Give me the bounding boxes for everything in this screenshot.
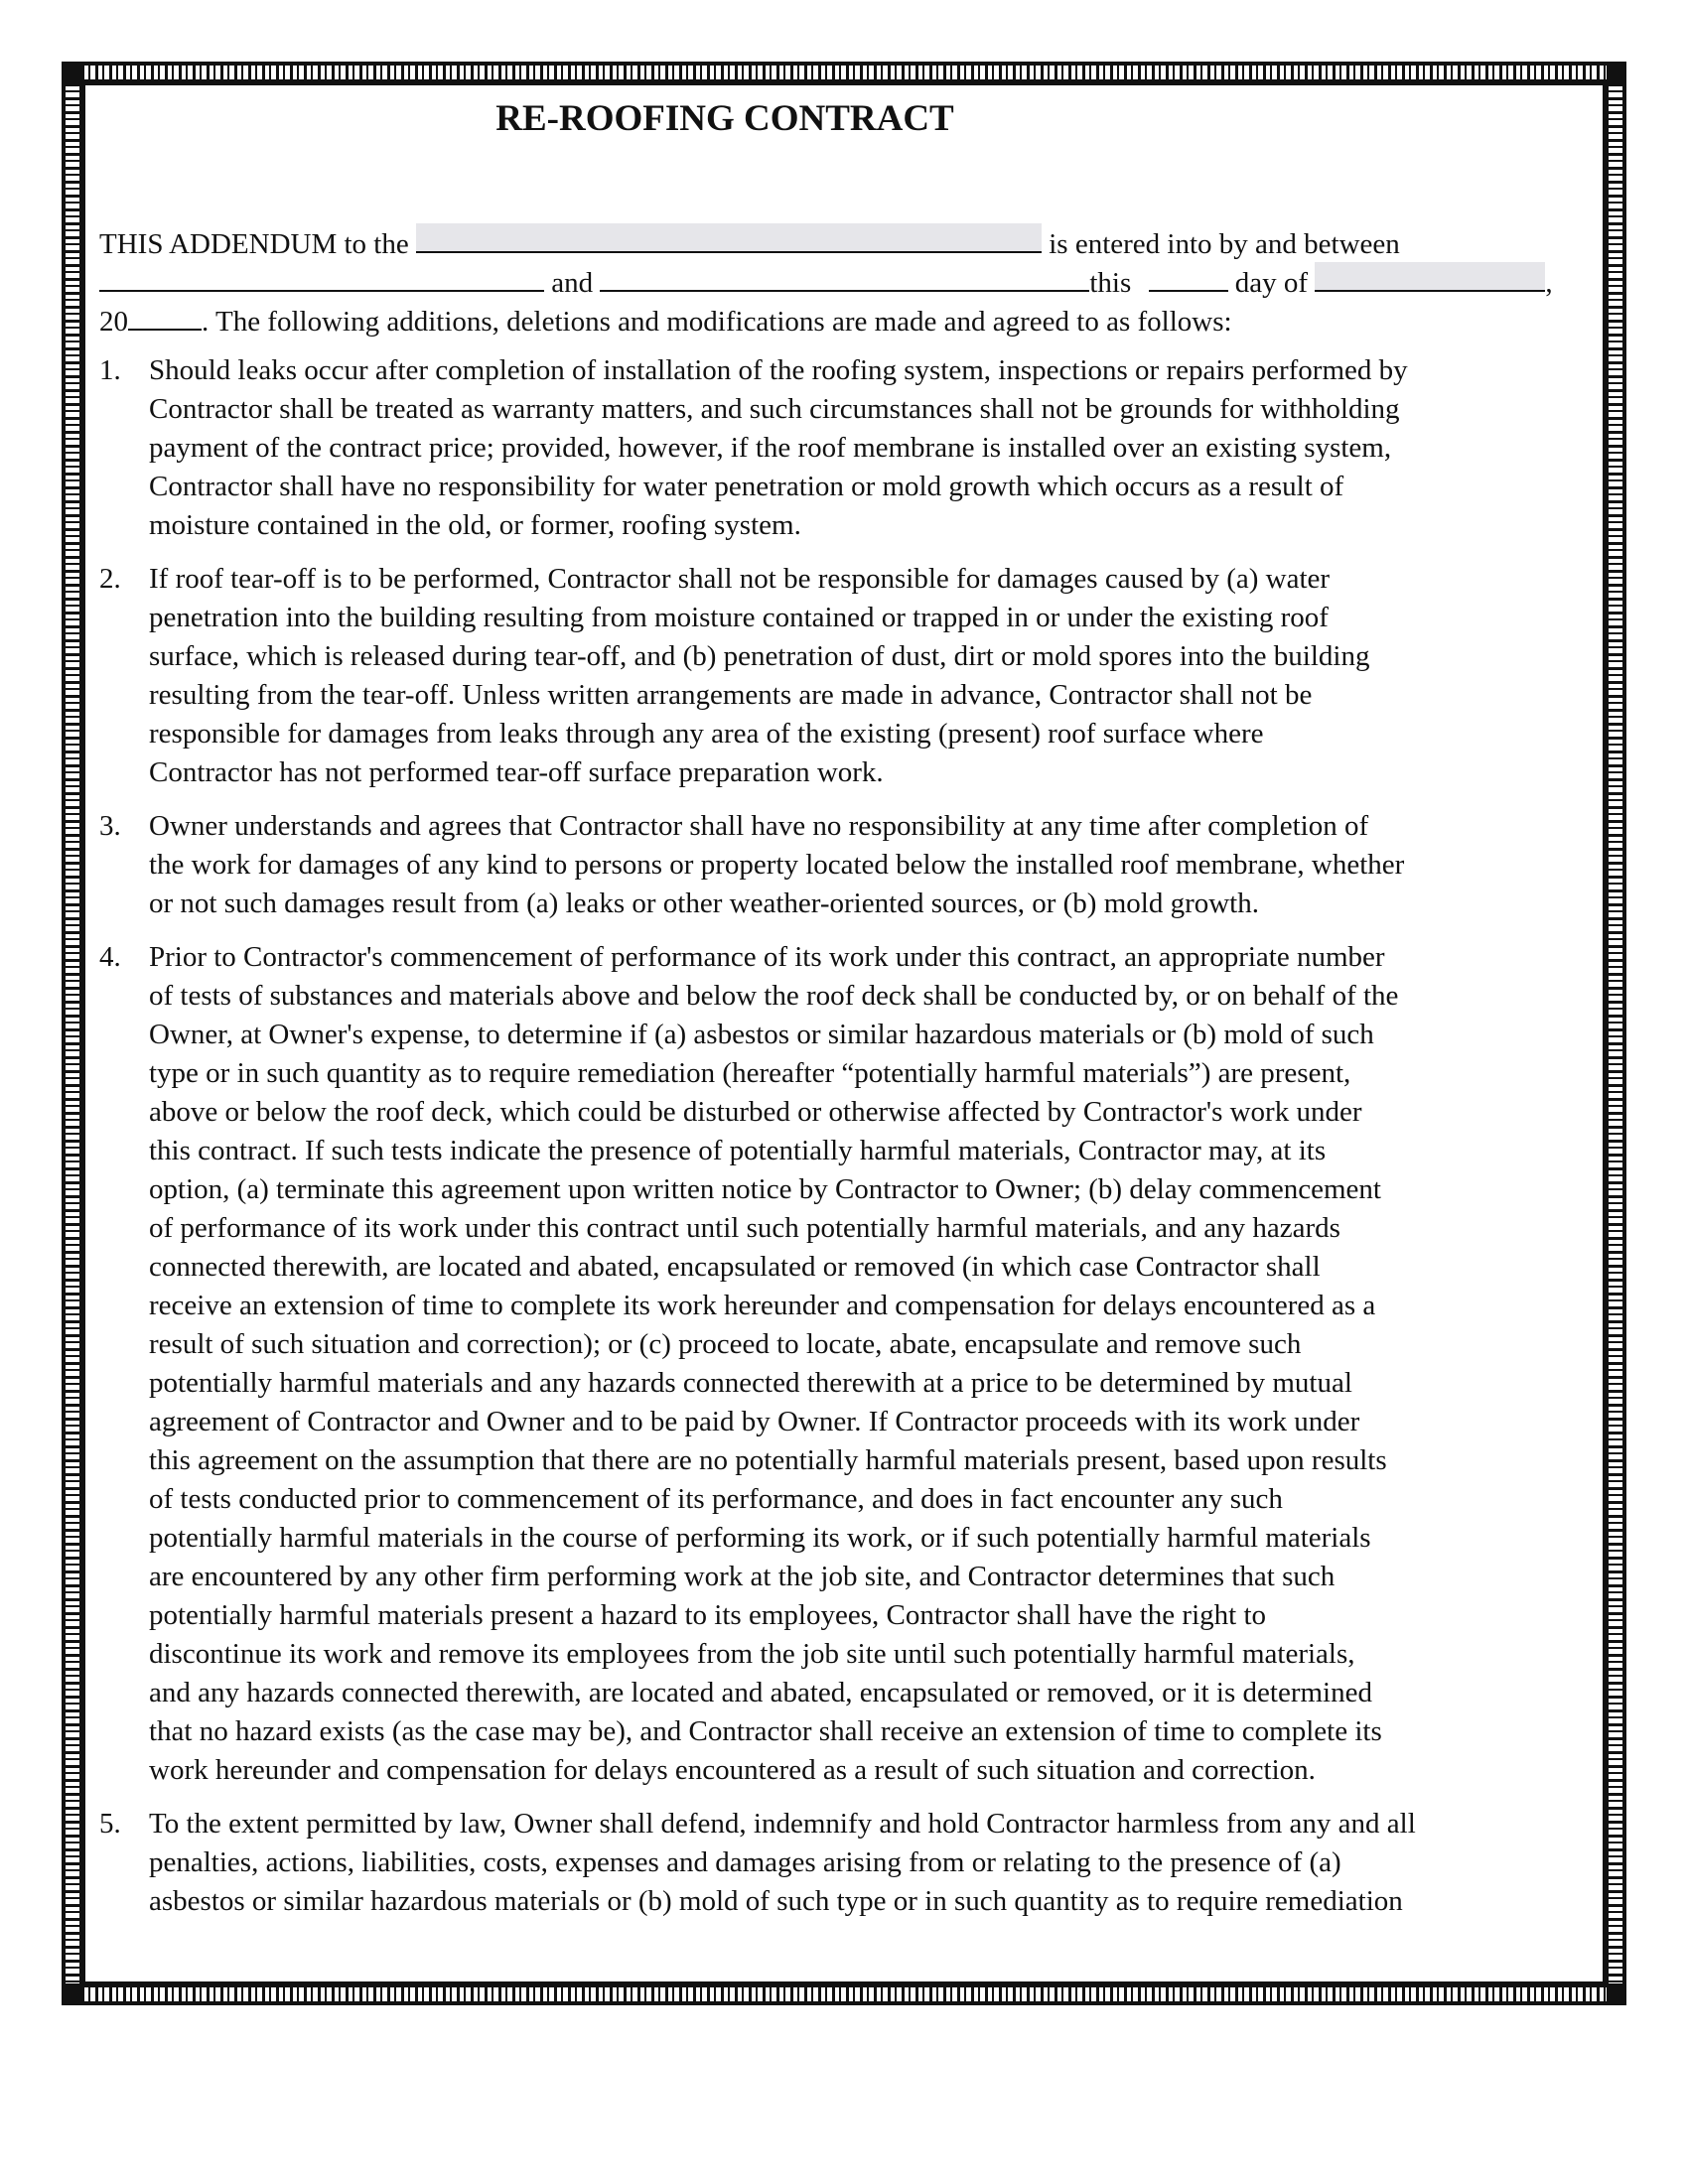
intro-text-this: this [1089, 267, 1132, 299]
intro-text-day-of: day of [1234, 267, 1309, 299]
clause-item [99, 560, 1678, 792]
clause-number: 1. [99, 354, 121, 386]
clause-number: 3. [99, 810, 121, 842]
border-top-pattern [81, 66, 1607, 79]
clause-text: To the extent permitted by law, Owner shall defend, indemnify and hold Contractor harmless from any and all penalties, actions, liabilities, costs, expenses and damages arising from or relating to the presence of (a) asbestos or similar hazardous materials or (b) mold of such type or in such quantity as to require remediation [149, 1808, 1416, 1917]
party-two-field[interactable] [600, 262, 1089, 292]
clause-text: If roof tear-off is to be performed, Contractor shall not be responsible for damages caused by (a) water penetration into the building resulting from moisture contained or trapped in or under the existing roof surface, which is released during tear-off, and (b) penetration of dust, dirt or mold spores into the building resulting from the tear-off. Unless written arrangements are made in advance, Contractor shall not be responsible for damages from leaks through any area of the existing (present) roof surface where Contractor has not performed tear-off surface preparation work. [149, 563, 1370, 788]
clause-item [99, 807, 1678, 923]
party-one-field[interactable] [99, 262, 544, 292]
agreement-name-field[interactable] [416, 223, 1042, 253]
clause-text: Prior to Contractor's commencement of performance of its work under this contract, an appropriate number of tests of substances and materials above and below the roof deck shall be conducted by, or on behalf of the Owner, at Owner's expense, to determine if (a) asbestos or similar hazardous materials or (b) mold of such type or in such quantity as to require remediation (hereafter “potentially harmful materials”) are present, above or below the roof deck, which could be disturbed or otherwise affected by Contractor's work under this contract. If such tests indicate the presence of potentially harmful materials, Contractor may, at its option, (a) terminate this agreement upon written notice by Contractor to Owner; (b) delay commencement of performance of its work under this contract until such potentially harmful materials, and any hazards connected therewith, are located and abated, encapsulated or removed (in which case Contractor shall receive an extension of time to complete its work hereunder and compensation for delays encountered as a result of such situation and correction); or (c) proceed to locate, abate, encapsulate and remove such potentially harmful materials and any hazards connected therewith at a price to be determined by mutual agreement of Contractor and Owner and to be paid by Owner. If Contractor proceeds with its work under this agreement on the assumption that there are no potentially harmful materials present, based upon results of tests conducted prior to commencement of its performance, and does in fact encounter any such potentially harmful materials in the course of performing its work, or if such potentially harmful materials are encountered by any other firm performing work at the job site, and Contractor determines that such potentially harmful materials present a hazard to its employees, Contractor shall have the right to discontinue its work and remove its employees from the job site until such potentially harmful materials, and any hazards connected therewith, are located and abated, encapsulated or removed, or it is determined that no hazard exists (as the case may be), and Contractor shall receive an extension of time to complete its work hereunder and compensation for delays encountered as a result of such situation and correction. [149, 941, 1399, 1786]
intro-line-3 [99, 301, 1589, 340]
intro-text-following: . The following additions, deletions and modifications are made and agreed to as follows: [202, 306, 1232, 338]
clause-number: 5. [99, 1808, 121, 1840]
document-body [99, 99, 1589, 1936]
clause-item [99, 351, 1678, 545]
clause-number: 2. [99, 563, 121, 595]
clause-item [99, 1805, 1678, 1921]
clause-text: Should leaks occur after completion of installation of the roofing system, inspections or repairs performed by Contractor shall be treated as warranty matters, and such circumstances shall not be grounds for withholding payment of the contract price; provided, however, if the roof membrane is installed over an existing system, Contractor shall have no responsibility for water penetration or mold growth which occurs as a result of moisture contained in the old, or former, roofing system. [149, 354, 1408, 541]
intro-text-comma: , [1545, 267, 1553, 299]
clause-list [99, 351, 1589, 1921]
intro-line-2 [99, 262, 1589, 301]
clause-text: Owner understands and agrees that Contractor shall have no responsibility at any time after completion of the work for damages of any kind to persons or property located below the installed roof membrane, whether or not such damages result from (a) leaks or other weather-oriented sources, or (b) mold growth. [149, 810, 1405, 919]
intro-text-entered: is entered into by and between [1049, 228, 1400, 260]
year-field[interactable] [128, 301, 202, 331]
day-field[interactable] [1149, 262, 1228, 292]
intro-line-1 [99, 223, 1589, 262]
page-title: RE-ROOFING CONTRACT [495, 98, 954, 139]
intro-text-year-prefix: 20 [99, 306, 128, 338]
month-field[interactable] [1315, 262, 1545, 292]
clause-number: 4. [99, 941, 121, 973]
border-left-pattern [66, 83, 79, 1983]
intro-text-addendum: THIS ADDENDUM to the [99, 228, 409, 260]
clause-item [99, 938, 1678, 1790]
intro-text-and: and [551, 267, 594, 299]
border-bottom-pattern [81, 1987, 1607, 2001]
